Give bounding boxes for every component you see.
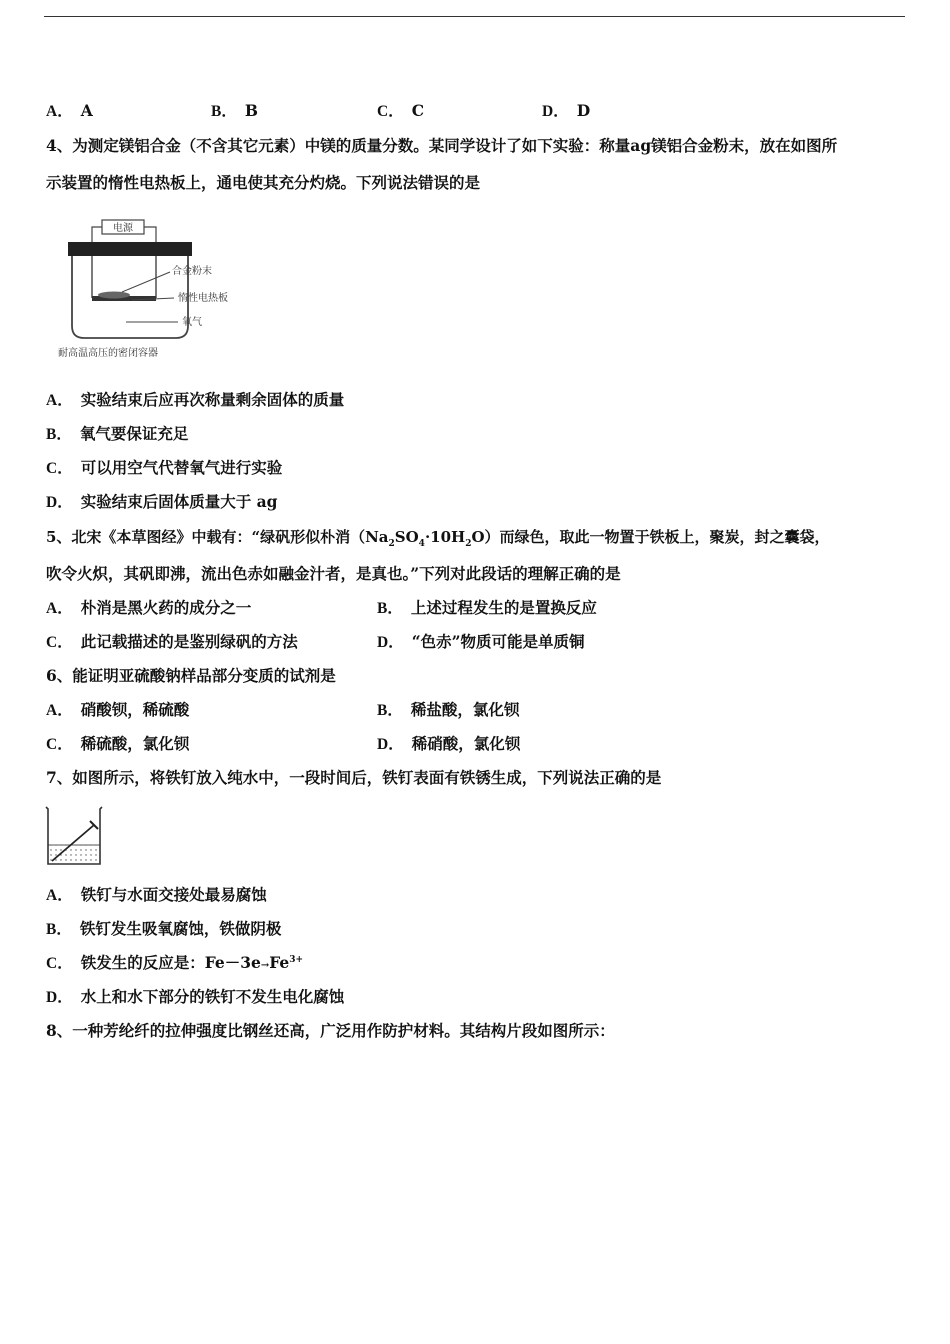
- q4-option-c: C． 可以用空气代替氧气进行实验: [46, 458, 283, 477]
- svg-text:合金粉末: 合金粉末: [172, 266, 212, 277]
- option-d: D． D: [542, 101, 591, 120]
- option-b: B． B: [211, 101, 258, 120]
- q4-option-a: A． 实验结束后应再次称量剩余固体的质量: [46, 390, 345, 409]
- q5-option-c: C． 此记载描述的是鉴别绿矾的方法: [46, 632, 298, 651]
- q4-stem-line2: 示装置的惰性电热板上，通电使其充分灼烧。下列说法错误的是: [46, 173, 481, 192]
- q4-stem-line1: 4、为测定镁铝合金（不含其它元素）中镁的质量分数。某同学设计了如下实验：称量ag镁铝合金粉末，放在如图所: [46, 136, 838, 155]
- q7-option-d: D． 水上和水下部分的铁钉不发生电化腐蚀: [46, 987, 345, 1006]
- q7-option-a: A． 铁钉与水面交接处最易腐蚀: [46, 885, 267, 904]
- q5-option-d: D． “色赤”物质可能是单质铜: [377, 632, 585, 651]
- power-label: 电源: [113, 223, 133, 234]
- option-a: A． A: [46, 101, 93, 120]
- q8-stem: 8、一种芳纶纤的拉伸强度比钢丝还高，广泛用作防护材料。其结构片段如图所示：: [46, 1021, 615, 1040]
- q5-option-b: B． 上述过程发生的是置换反应: [377, 598, 597, 617]
- q4-apparatus-figure: [52, 214, 252, 362]
- q7-option-b: B． 铁钉发生吸氧腐蚀，铁做阴极: [46, 919, 282, 938]
- q7-stem: 7、如图所示，将铁钉放入纯水中，一段时间后，铁钉表面有铁锈生成，下列说法正确的是: [46, 768, 662, 787]
- q6-option-d: D． 稀硝酸，氯化钡: [377, 734, 521, 753]
- q6-option-a: A． 硝酸钡，稀硫酸: [46, 700, 190, 719]
- option-c: C． C: [377, 101, 425, 120]
- q6-option-c: C． 稀硫酸，氯化钡: [46, 734, 190, 753]
- q7-option-c: C． 铁发生的反应是：$Fe-3e\to Fe^{3+}$: [46, 953, 304, 972]
- q4-option-b: B． 氧气要保证充足: [46, 424, 189, 443]
- top-rule: [44, 16, 905, 17]
- svg-text:氧气: 氧气: [182, 317, 202, 328]
- q7-beaker-figure: [44, 803, 104, 867]
- q5-stem-line1: 5、北宋《本草图经》中载有：“绿矾形似朴消$(Na_2SO_4\cdot 10H_2O)$而绿色，取此一物置于铁板上，聚炭，封之囊袋，: [46, 528, 830, 549]
- q6-option-b: B． 稀盐酸，氯化钡: [377, 700, 520, 719]
- svg-text:惰性电热板: 惰性电热板: [178, 293, 228, 304]
- q4-option-d: D． 实验结束后固体质量大于 ag: [46, 492, 278, 511]
- q5-option-a: A． 朴消是黑火药的成分之一: [46, 598, 252, 617]
- q6-stem: 6、能证明亚硫酸钠样品部分变质的试剂是: [46, 666, 336, 685]
- q5-stem-line2: 吹令火炽，其矾即沸，流出色赤如融金汁者，是真也。”下列对此段话的理解正确的是: [46, 564, 621, 583]
- svg-text:耐高温高压的密闭容器: 耐高温高压的密闭容器: [58, 348, 158, 359]
